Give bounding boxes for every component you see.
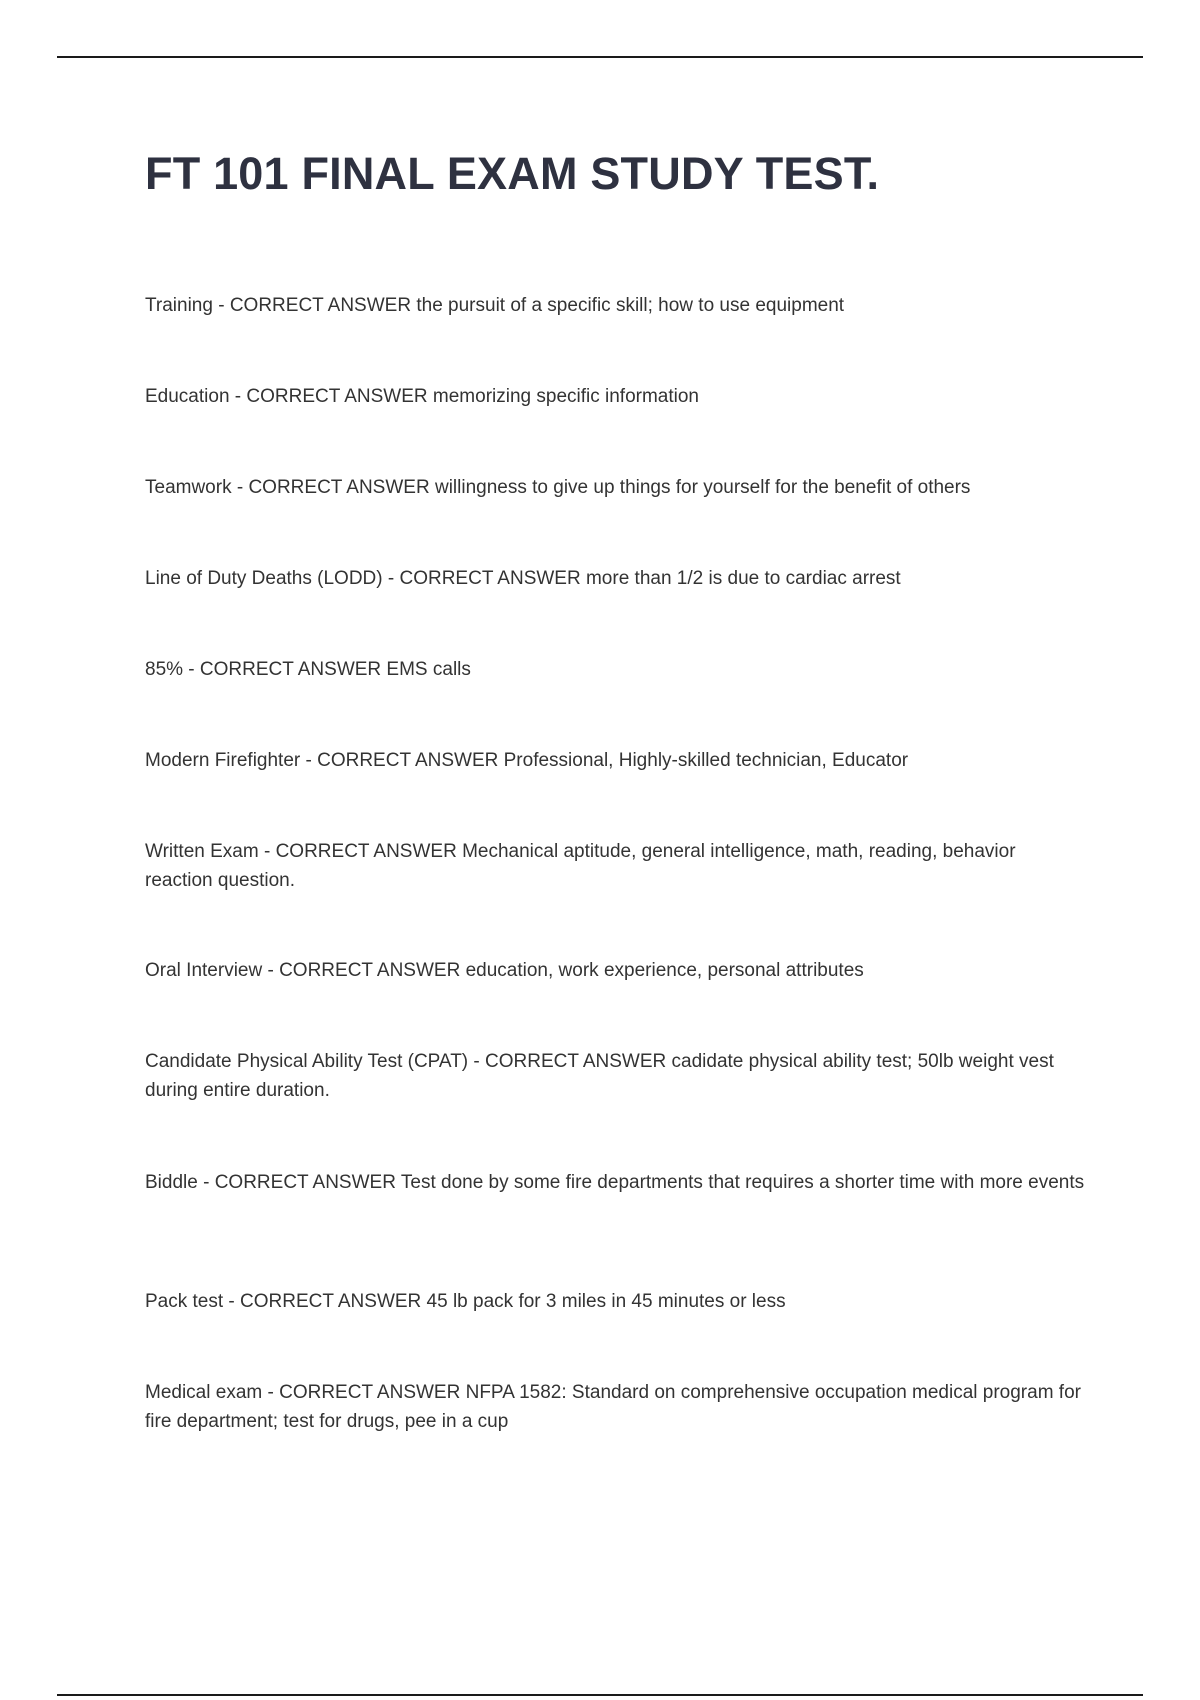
qa-answer: the pursuit of a specific skill; how to use equipment — [416, 295, 845, 316]
qa-item-training — [145, 291, 1085, 320]
qa-term: Candidate Physical Ability Test (CPAT) — [145, 1051, 469, 1072]
qa-separator: - CORRECT ANSWER — [262, 960, 466, 981]
bottom-rule — [57, 1694, 1143, 1696]
qa-separator: - CORRECT ANSWER — [231, 477, 435, 498]
qa-answer: willingness to give up things for yourself for the benefit of others — [434, 477, 971, 498]
qa-item-biddle — [145, 1168, 1085, 1197]
qa-item-cpat — [145, 1047, 1085, 1105]
qa-answer: Test done by some fire departments that requires a shorter time with more events — [400, 1172, 1085, 1193]
top-rule — [57, 56, 1143, 58]
qa-term: 85% — [145, 659, 184, 680]
qa-separator: - CORRECT ANSWER — [223, 1291, 427, 1312]
qa-term: Training — [145, 295, 213, 316]
qa-answer: NFPA 1582: Standard on comprehensive occupation medical program for fire department; test for drugs, pee in a cup — [145, 1382, 1081, 1432]
qa-answer: Professional, Highly-skilled technician, Educator — [503, 750, 909, 771]
qa-separator: - CORRECT ANSWER — [258, 841, 463, 862]
qa-separator: - CORRECT ANSWER — [229, 386, 433, 407]
qa-term: Line of Duty Deaths (LODD) — [145, 568, 383, 589]
qa-term: Written Exam — [145, 841, 259, 862]
qa-term: Biddle — [145, 1172, 198, 1193]
qa-item-medical-exam — [145, 1378, 1085, 1436]
qa-item-pack-test — [145, 1287, 1085, 1316]
qa-item-lodd — [145, 564, 1085, 593]
qa-term: Medical exam — [145, 1382, 263, 1403]
qa-separator: - CORRECT ANSWER — [300, 750, 504, 771]
qa-item-modern-firefighter — [145, 746, 1085, 775]
qa-separator: - CORRECT ANSWER — [468, 1051, 672, 1072]
qa-answer: memorizing specific information — [432, 386, 699, 407]
qa-item-oral-interview — [145, 956, 1085, 985]
qa-separator: - CORRECT ANSWER — [382, 568, 586, 589]
qa-term: Oral Interview — [145, 960, 263, 981]
qa-answer: more than 1/2 is due to cardiac arrest — [585, 568, 901, 589]
page-title: FT 101 FINAL EXAM STUDY TEST. — [145, 148, 880, 199]
qa-answer: Mechanical aptitude, general intelligence, math, reading, behavior reaction question. — [145, 841, 1016, 891]
qa-separator: - CORRECT ANSWER — [212, 295, 417, 316]
qa-answer: education, work experience, personal attributes — [465, 960, 864, 981]
qa-item-85-percent — [145, 655, 1085, 684]
qa-term: Modern Firefighter — [145, 750, 301, 771]
qa-item-teamwork — [145, 473, 1085, 502]
qa-term: Pack test — [145, 1291, 224, 1312]
qa-separator: - CORRECT ANSWER — [262, 1382, 466, 1403]
qa-answer: EMS calls — [386, 659, 471, 680]
qa-separator: - CORRECT ANSWER — [197, 1172, 401, 1193]
qa-item-education — [145, 382, 1085, 411]
qa-term: Teamwork — [145, 477, 232, 498]
qa-item-written-exam — [145, 837, 1085, 895]
qa-separator: - CORRECT ANSWER — [183, 659, 387, 680]
qa-answer: cadidate physical ability test; 50lb weight vest during entire duration. — [145, 1051, 1054, 1101]
qa-answer: 45 lb pack for 3 miles in 45 minutes or less — [426, 1291, 786, 1312]
qa-term: Education — [145, 386, 230, 407]
